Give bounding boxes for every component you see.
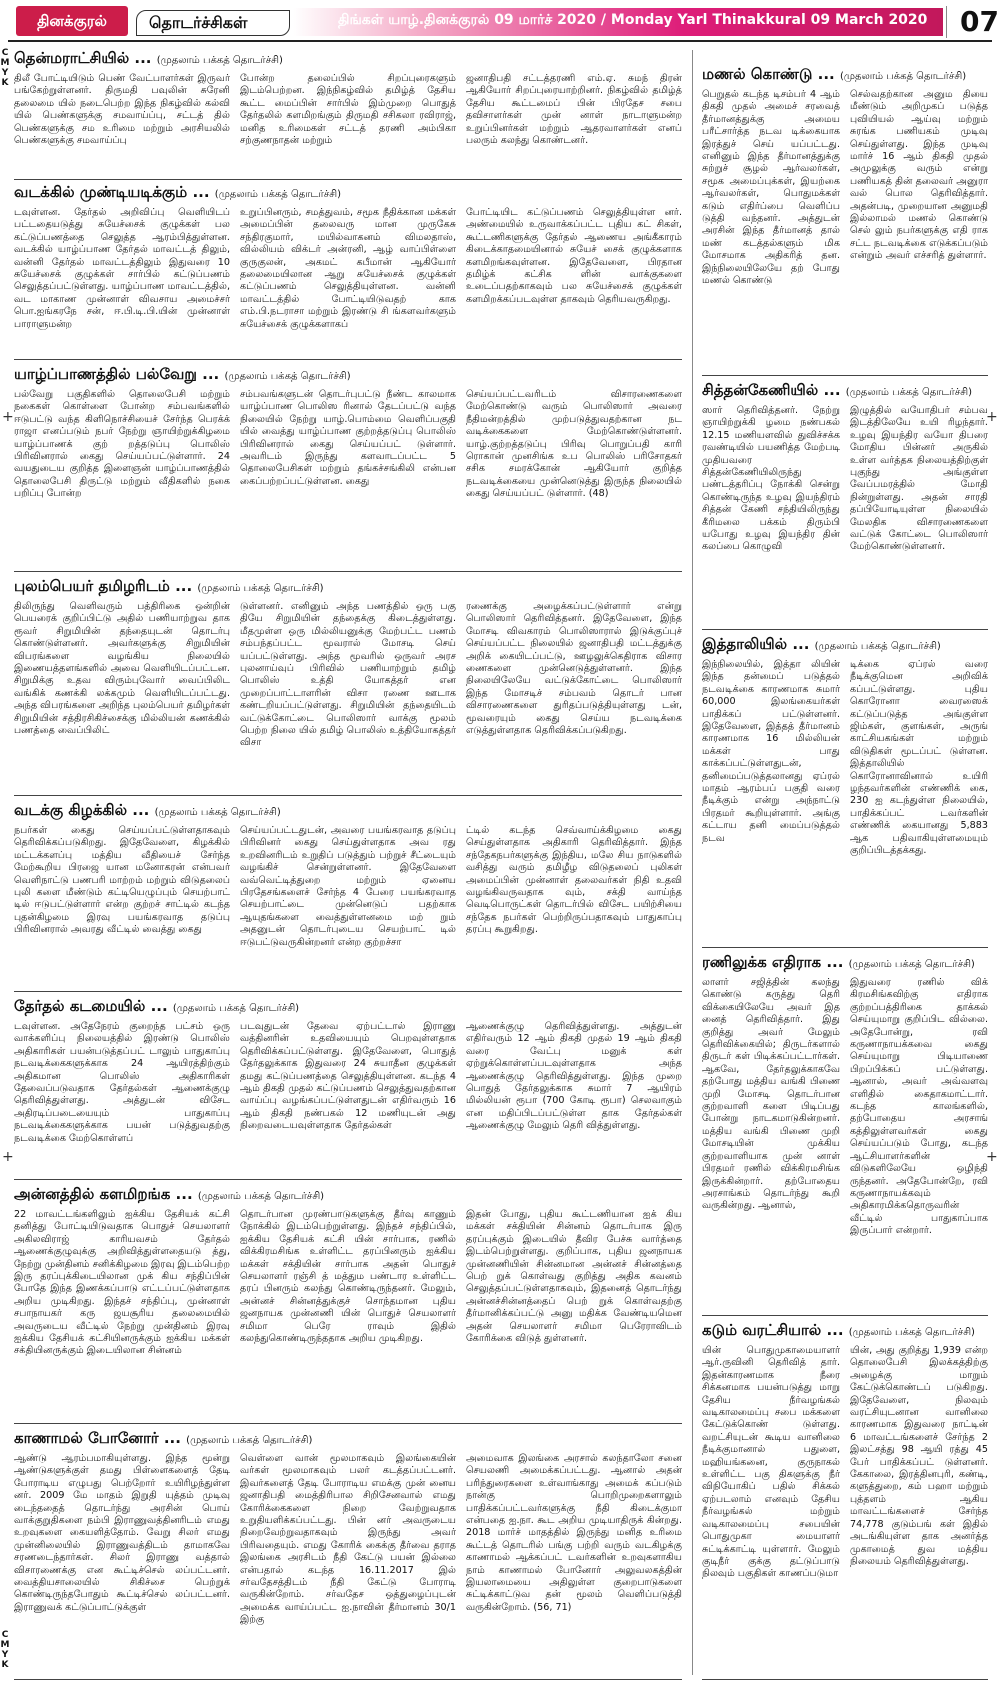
- article: [702, 632, 988, 946]
- headline-text: தென்மராட்சியில் ...: [14, 49, 152, 67]
- article-headline: [14, 180, 682, 207]
- article-column: வெள்ளை வான் மூலமாகவும் இலங்கையின் வர்கள் மூலமாகவும் பலர் கடத்தப்பட்டனர். இவர்களைத் தேடி போராடிய எமக்கு முன் னைய ஜனாதிபதி மைத்திரிபால சிறிசேனவால் எமது கோரிக்கைகளை நிறை வேற்றுவதாக உறுதியளிக்கப்பட்டது. பின் னர் அவருடைய நிறைவேற்றுவதாகவும் இருந்து அவர் பிரிவதையும். எமது கோரிக் கைக்கு தீர்வை தராத இலங்கை அரசிடம் நீதி கேட்டு பயன் இல்லை என்பதால் கடந்த 16.11.2017 இல் சர்வதேசத்திடம் நீதி கேட்டு போராடி வருகின்றோம். சர்வதேச ஒத்துழைப்புடன் அமைக்க வாய்ப்பட்ட ஐ.நாவின் தீர்மானம் 30/1 இற்கு: [240, 1453, 456, 1626]
- article-column: அமைவாக இலங்கை அரசால் கலந்தாலோ சனை செயலணி அமைக்கப்பட்டது. ஆனால் அதன் பரிந்துரைகளை உள்வாங்காது அமைக் கப்படும் நான்கு பொறிமுறைகளாலும் பாதிக்கப்பட்டவர்களுக்கு நீதி கிடைக்குமா என்பதை ஐ.நா. கூட அறிய முடியாதிருக் கின்றது. 2018 மார்ச் மாதத்தில் இருந்து மனித உரிமை கூட்டத் தொடரில் பங்கு பற்றி வரும் வடகிழக்கு காணாமல் ஆக்கப்பட் டவர்களின் உறவுகளாகிய நாம் காணாமல் போனோர் அலுவலகத்தின் இயலாமையை அதிலுள்ள குறைபாடுகளை சுட்டிக்காட்டுவ தன் மூலம் வெளிப்படுத்தி வருகின்றோம். (56, 71): [466, 1453, 682, 1613]
- article-headline: [14, 1182, 682, 1209]
- cmyk-mark-top: CMYK: [0, 48, 10, 88]
- continuation-label: (முதலாம் பக்கத் தொடர்ச்சி): [154, 807, 281, 818]
- article-column: டுள்ளனர். எனினும் அந்த பணத்தில் ஒரு பகு தியே சிறுமியின் தந்தைக்கு கிடைத்துள்ளது. மீதமுள்ள ஒரு மில்லியனுக்கு மேற்பட்ட பணம் சம்பந்தப்பட்ட மூவரால் மோசடி செய் யப்பட்டுள்ளது. அந்த மூவரில் ஒருவர் அரச புலனாய்வுப் பிரிவில் பணியாற்றும் தமிழ் பொலிஸ் உத்தி யோகத்தர் என முறைப்பாட்டாளரின் விசா ரணை ஊடாக கண்டறியப்பட்டுள்ளது. சிறுமியின் தந்தையிடம் வட்டுக்கோட்டை பொலிஸார் வாக்கு மூலம் பெற்ற நிலை யில் தமிழ் பொலிஸ் உத்தியோகத்தர் விசா: [240, 601, 456, 749]
- masthead: [8, 5, 999, 42]
- article-column: சம்பவங்களுடன் தொடர்புபட்டு நீண்ட காலமாக யாழ்ப்பாண பொலிஸ ரினால் தேடப்பட்டு வந்த நிலையில் நேற்று யாழ்.பொம்மை வெளிப்பகுதி யில் வைத்து யாழ்ப்பாண குற்றத்தடுப்பு பொலிஸ் பிரிவினரால் கைது செய்யப்பட் டுள்ளார். அவரிடம் இருந்து களவாடப்பட்ட 5 தொலைபேசிகள் மற்றும் தங்கச்சங்கிலி என்பன கைப்பற்றப்பட்டுள்ளன. கைது: [240, 389, 456, 487]
- article: [14, 180, 682, 358]
- headline-text: ரணிலுக்க எதிராக ...: [702, 953, 844, 971]
- article-headline: [702, 378, 988, 405]
- article: [702, 1318, 988, 1678]
- article: [14, 46, 682, 178]
- article-column: பல்வேறு பகுதிகளில் தொலைபேசி மற்றும் நகைகள் கொள்ளை போன்ற சம்பவங்களில் ஈடுபட்டு வந்த கிளிநொச்சியைச் சேர்ந்த பெரக்க் ராஜா எனப்படும் நபர் நேற்று ஞாயிற்றுக்கிழமை யாழ்ப்பாணக் குற் றத்தடுப்பு பொலிஸ் பிரிவினரால் கைது செய்யப்பட்டுள்ளார். 24 வயதுடைய குறித்த இளைஞன் யாழ்ப்பாணத்தில் தொலைபேசி திருட்டு மற்றும் வீதிகளில் நகை பறிப்பு போன்ற: [14, 389, 230, 500]
- headline-text: யாழ்ப்பாணத்தில் பல்வேறு ...: [14, 365, 220, 383]
- article-divider: [702, 1315, 988, 1316]
- article-column: செய்யப்பட்டதுடன், அவரை பயங்கரவாத தடுப்பு பிரிவினர் கைது செய்துள்ளதாக அவ ரது உறவினரிடம் உறுதிப் படுத்தும் பற்றுச் சீட்டையும் வழங்கிச் சென்றுள்ளனர். இதேவேளை வவ்வெட்டித்துறை மற்றும் ஏனைய பிரதேசங்களைச் சேர்ந்த 4 பேரை பயங்கரவாத செயற்பாட்டை முன்னெடுப் பதற்காக ஆயுதங்களை வைத்துள்ளனமை மற் றும் அதனுடன் தொடர்புடைய செயற்பாட் டில் ஈடுபட்டுவருகின்றனர் என்ற குற்றச்சா: [240, 825, 456, 948]
- continuation-label: (முதலாம் பக்கத் தொடர்ச்சி): [197, 583, 324, 594]
- article: [14, 798, 682, 990]
- article-headline: [702, 62, 988, 89]
- headline-text: சித்தன்கேணியில் ...: [702, 381, 841, 399]
- headline-text: வடக்கில் முண்டியடிக்கும் ...: [14, 183, 210, 201]
- article-divider: [14, 1423, 682, 1424]
- article-column: இதுவரை ரணில் விக் கிரமசிங்கவிற்கு எதிராக குற்றப்பத்திரிகை தாக்கல் செய்யுமாறு குறிப்பிட வில்லை. அதேபோன்று, ரவி கருணாநாயக்கவை கைது செய்யுமாறு பிடியாணை பிறப்பிக்கப் பட்டுள்ளது. ஆனால், அவர் அவ்வளவு எளிதில் கைதாகமாட்டார். கடந்த காலங்களில், தற்போதைய அரசாங் கத்திலுள்ளவர்கள் கைது செய்யப்படும் போது, கடந்த ஆட்சியாளர்களின் விடுகளிலேயே ஒழிந்தி ருந்தனர். அதேபோன்றே, ரவி கருணாநாயக்கவும் அதிகாரமிக்கதொருவரின் வீட்டில் பாதுகாப்பாக இருப்பார் என்றார்.: [850, 977, 988, 1237]
- continuation-label: (முதலாம் பக்கத் தொடர்ச்சி): [214, 189, 341, 200]
- article-column: தொடர்பான முரண்பாடுகளுக்கு தீர்வு காணும் நோக்கில் இடம்பெற்றுள்ளது. இந்தச் சந்திப்பில், ஐக்கிய தேசியக் கட்சி யின் சார்பாக, ரணில் விக்கிரமசிங்க உள்ளிட்ட தரப்பினரும் ஐக்கிய மக்கள் சக்தியின் சார்பாக அதன் பொதுச் செயலாளர் ரஞ்சி த் மத்தும பண்டார உள்ளிட்ட தரப் பினரும் கலந்து கொண்டிருந்தனர். மேலும், அன்னச் சின்னத்துக்குச் சொந்தமான புதிய ஜனநாயக முன்னணி யின் பொதுச் செயலாளர் சமிமா பெரே ராவும் இதில் கலந்துகொண்டிருந்ததாக அறிய முடிகிறது.: [240, 1209, 456, 1345]
- headline-text: அன்னத்தில் களமிறங்க ...: [14, 1185, 193, 1203]
- article: [702, 378, 988, 628]
- headline-text: கடும் வரட்சியால் ...: [702, 1321, 844, 1339]
- article-divider: [14, 1179, 682, 1180]
- article-column: ரணைக்கு அழைக்கப்பட்டுள்ளார் என்று பொலிஸார் தெரிவித்தனர். இதேவேளை, இந்த மோசடி விவகாரம் பொலிஸாரால் இடுக்குப்புச் செய்யப்பட்ட நிலையில் ஜனாதிபதி மட்டத்துக்கு அறிக் கையிடப்பட்டு, ஊழலுக்கெதிராக விசார ணைகளை முன்னெடுத்துள்ளனர். இந்த நிலையிலேயே வட்டுக்கோட்டை பொலிஸார் இந்த மோசடிச் சம்பவம் தொடர் பான விசாரணைகளை துரிதப்படுத்தியுள்ளது டன், மூவரையும் கைது செய்ய நடவடிக்கை எடுத்துள்ளதாக தெரிவிக்கப்படுகிறது.: [466, 601, 682, 737]
- article-divider: [14, 1679, 682, 1680]
- section-title: தொடர்ச்சிகள்: [136, 10, 290, 36]
- headline-text: இத்தாலியில் ...: [702, 635, 810, 653]
- continuation-label: (முதலாம் பக்கத் தொடர்ச்சி): [814, 641, 941, 652]
- newspaper-logo: தினக்குரல்: [16, 6, 128, 36]
- article-divider: [14, 991, 682, 992]
- headline-text: காணாமல் போனோர் ...: [14, 1429, 181, 1447]
- article-divider: [702, 947, 988, 948]
- article-divider: [702, 375, 988, 376]
- article-column: டவுள்ளன. தேர்தல் அறிவிப்பு வெளியிடப் பட்டதையடுத்து சுயேச்சைக் குழுக்கள் பல கட்டுப்பணத்தை செலுத்த ஆரம்பித்துள்ளன. வடக்கில் யாழ்ப்பாண தேர்தல் மாவட்டத் திலும், வன்னி தேர்தல் மாவட்டத்திலும் இதுவரை 10 சுயேச்சைக் குழுக்கள் சார்பில் கட்டுப்பணம் செலுத்தப்பட்டுள்ளது. யாழ்ப்பாண மாவட்டத்தில், வட மாகாண முன்னாள் விவசாய அமைச்சர் பொ.ஐங்கரநே சன், ஈ.பி.டி.பி.யின் முன்னாள் பாராளுமன்ற: [14, 207, 230, 330]
- article-column: உறுப்பினரும், சமத்துவம், சமூக நீதிக்கான மக்கள் அமைப்பின் தலைவரு மான முருகேசு சந்திரகுமார், மயில்வாகனம் விமலதாஸ், வில்லியம் விக்டர் அன்ரனி, ஆழ் வாப்பிள்ளை குருகுலன், அகமட் கபீமான் ஆகியோர் தலைமையிலான ஆறு சுயேச்சைக் குழுக்கள் கட்டுப்பணம் செலுத்தியுள்ளன. வன்னி மாவட்டத்தில் போட்டியிடுவதற் காக எம்.பி.நடராசா மற்றும் இரண்டு சி ங்களவர்களும் சுயேச்சைக் குழுக்களாகப்: [240, 207, 456, 330]
- article-column: 22 மாவட்டங்களிலும் ஐக்கிய தேசியக் கட்சி தனித்து போட்டியிடுவதாக பொதுச் செயலாளர் அகிலவிராஜ் காரியவசம் தேர்தல் ஆணைக்குழுவுக்கு அறிவித்துள்ளதையடு த்து, நேற்று முன்தினம் சனிக்கிழமை இரவு இடம்பெற்ற இரு தரப்புக்கிடையிலான முக் கிய சந்திப்பின் போதே இந்த இணக்கப்பாடு எட்டப்பட்டுள்ளதாக அறிய முடிகிறது. இந்தச் சந்திப்பு, முன்னாள் சபாநாயகர் கரு ஜயசூரிய தலைமையில் அவருடைய வீட்டில் நேற்று முன்தினம் இரவு ஐக்கிய தேசியக் கட்சியினருக்கும் ஐக்கிய மக்கள் சக்தியினருக்கும் இடையிலான சின்னம்: [14, 1209, 230, 1357]
- continuation-label: (முதலாம் பக்கத் தொடர்ச்சி): [156, 55, 283, 66]
- page-number: 07: [946, 6, 1000, 38]
- article: [14, 1426, 682, 1678]
- article-column: பெறுதல் கடந்த டிசம்பர் 4 ஆம் திகதி முதல் அமைச் சரவைத் தீர்மானத்துக்கு அமைய பரீட்சார்த்த நடவ டிக்கையாக இரத்துச் செய் யப்பட்டது. எனினும் இந்த தீர்மானத்துக்கு சுற்றுச் சூழல் ஆர்வலர்கள், சமூக அமைப்புக்கள், இயற்கை ஆர்வலர்கள், பொதுமக்கள் கடும் எதிர்ப்பை வெளிப்ப டுத்தி வந்தனர். அத்துடன் அரசின் இந்த தீர்மானத் தால் மண் கடத்தல்களும் மிக மோசமாக அதிகரித் தன. இந்நிலையிலேயே தற் போது மணல் கொண்டு: [702, 89, 840, 287]
- article-column: லாளர் சஜித்தின் கலந்து கொண்டு கருத்து தெரி விக்கையிலேயே அவர் இத னைத் தெரிவித்தார். இது குறித்து அவர் மேலும் தெரிவிக்கையில்; திருடர்களால் திருடர் கள் பிடிக்கப்பட்டார்கள். ஆகவே, தேர்தலுக்காகவே தற்போது மத்திய வங்கி பிணை முறி மோசடி தொடர்பான குற்றவாளி களை பிடிப்பது போன்று நாடகமாடுகின்றனர். மத்திய வங்கி பிணை முறி மோசடியின் முக்கிய குற்றவாளியாக முன் னாள் பிரதமர் ரணில் விக்கிரமசிங்க இருக்கின்றார். தற்போதைய அரசாங்கம் தொடர்ந்து கூறி வருகின்றது. ஆனால்,: [702, 977, 840, 1212]
- article-column: இழுத்தில் வயோதிபர் சம்பவ இடத்திலேயே உயி ரிழந்தார். உழவு இயந்திர வயோ திபரை மோதிய பின்னர் அருகில் உள்ள வர்த்தக நிலையத்திற்குள் புகுந்து அங்குள்ள வேப்பமரத்தில் மோதி நின்றுள்ளது. அதன் சாரதி தப்பியோடியுள்ள நிலையில் மேலதிக விசாரணைகளை வட்டுக் கோட்டை பொலிஸார் மேற்கொண்டுள்ளனர்.: [850, 405, 988, 553]
- article-column: நபர்கள் கைது செய்யப்பட்டுள்ளதாகவும் தெரிவிக்கப்படுகிறது. இதேவேளை, கிழக்கில் மட்டக்களப்பு மத்திய வீதியைச் சேர்ந்த மேற்கூறிய பிரஜை யான மனோகரன் என்பவர் வெளிநாட்டு பணபரி மாற்றம் மற்றும் விடுதலைப் புலி களை மீண்டும் கட்டியெழுப்பும் செயற்பாட் டில் ஈடுபட்டுள்ளார் என்ற குற்றச் சாட்டில் கடந்த புதன்கிழமை இரவு பயங்கரவாத தடுப்பு பிரிவினரால் அவரது வீட்டில் வைத்து கைது: [14, 825, 230, 936]
- continuation-label: (முதலாம் பக்கத் தொடர்ச்சி): [845, 387, 972, 398]
- article-column: யின், அது குறித்து 1,939 என்ற தொலைபேசி இலக்கத்திற்கு அழைக்கு மாறும் கேட்டுக்கொண்டப் படுகிறது. இதேவேளை, நிலவும் வரட்சியுடனான வானிலை காரணமாக இதுவரை நாட்டின் 6 மாவட்டங்களைச் சேர்ந்த 2 இலட்சத்து 98 ஆயி ரத்து 45 பேர் பாதிக்கப்பட் டுள்ளனர். கேகாலை, இரத்தினபுரி, கண்டி, களுத்துறை, கம் பஹா மற்றும் புத்தளம் ஆகிய மாவட்டங்களைச் சேர்ந்த 74,778 குடும்பங் கள் இதில் அடங்கியுள்ள தாக அனர்த்த முகாமைத் துவ மத்திய நிலையம் தெரிவித்துள்ளது.: [850, 1345, 988, 1567]
- registration-mark-icon: +: [986, 409, 998, 425]
- article-divider: [702, 1679, 988, 1680]
- article-column: இந்நிலையில், இத்தா லியின் இந்த தன்மைப் படுத்தல் நடவடிக்கை காரணமாக சுமார் 60,000 இலங்கையர்கள் பாதிக்கப் பட்டுள்ளனர். இதேவேளை, இத்தத் தீர்மானம் காரணமாக 16 மில்லியன் மக்கள் பாது காக்கப்பட்டுள்ளதுடன், தனிமைப்படுத்தலானது ஏப்ரல் மாதம் ஆரம்பப் பகுதி வரை நீடிக்கும் என்று அந்நாட்டு பிரதமர் கூறியுள்ளார். அங்கு கட்டாய தனி மைப்படுத்தல் நடவ: [702, 659, 840, 844]
- article-divider: [14, 359, 682, 360]
- article-column: செல்வதற்கான அனும தியை மீண்டும் அறிமுகப் படுத்த புவியியல் ஆய்வு மற்றும் சுரங்க பணியகம் முடிவு செய்துள்ளது. இந்த முடிவு மார்ச் 16 ஆம் திகதி முதல் அமுலுக்கு வரும் என்று பணியகத் தின் தலைவர் அனுரா வல் பொல தெரிவித்தார். அதன்படி, முறையான அனுமதி இல்லாமல் மணல் கொண்டு செல் லும் நபர்களுக்கு எதி ராக சட்ட நடவடிக்கை எடுக்கப்படும் என்றும் அவர் எச்சரித் துள்ளார்.: [850, 89, 988, 262]
- dateline: திங்கள் யாழ்.தினக்குரல் 09 மார்ச் 2020 / Monday Yarl Thinakkural 09 March 2020: [338, 12, 928, 28]
- article-column: டவுள்ளன. அதேநேரம் குறைந்த பட்சம் ஒரு வாக்களிப்பு நிலையத்தில் இரண்டு பொலிஸ் அதிகாரிகள் பயன்படுத்தப்பட் டாலும் பாதுகாப்பு நடவடிக்கைகளுக்காக 24 ஆயிரத்திற்கும் அதிகமான பொலிஸ் அதிகாரிகள் தேவைப்படுவதாக தேர்தல்கள் ஆணைக்குழு தெரிவித்துள்ளது. அத்துடன் விசேட அதிரடிப்படையையும் பாதுகாப்பு நடவடிக்கைகளுக்காக பயன் படுத்துவதற்கு நடவடிக்கை மேற்கொள்ளப்: [14, 1021, 230, 1144]
- article-column: ட்டில் கடந்த செவ்வாய்க்கிழமை கைது செய்துள்ளதாக அதிகாரி தெரிவித்தார். இந்த சந்தேகநபர்களுக்கு இந்திய, மலே சிய நாடுகளில் வசித்து வரும் தமிழீழ விடுதலைப் புலிகள் அமைப்பின் முன்னாள் தலைவர்கள் நிதி உதவி வழங்கிவருவதாக வும், சக்தி வாய்ந்த வெடிபொருட்கள் தொடர்பில் விசேட பயிற்சியை சந்தேக நபர்கள் பெற்றிருப்பதாகவும் பாதுகாப்பு தரப்பு கூறுகிறது.: [466, 825, 682, 936]
- article-column: இதன் போது, புதிய கூட்டணியான ஐக் கிய மக்கள் சக்தியின் சின்னம் தொடர்பாக இரு தரப்புக்கும் இடையில் தீவிர பேச்சு வார்த்தை இடம்பெற்றுள்ளது. குறிப்பாக, புதிய ஜனநாயக முன்னணியின் சின்னமான அன்னச் சின்னத்தை பெற் றுக் கொள்வது குறித்து அதிக கவனம் செலுத்தப்பட்டுள்ளதாகவும், இதனைத் தொடர்ந்து அன்னச்சின்னத்தைப் பெற் றுக் கொள்வதற்கு தீர்மானிக்கப்பட்டு அனு மதிக்க வேண்டியமென அதன் செயலாளர் சமிமா பெரேராவிடம் கோரிக்கை விடுத் துள்ளனர்.: [466, 1209, 682, 1345]
- article-divider: [14, 795, 682, 796]
- article-divider: [14, 571, 682, 572]
- article-divider: [702, 629, 988, 630]
- article: [14, 994, 682, 1178]
- continuation-label: (முதலாம் பக்கத் தொடர்ச்சி): [197, 1191, 325, 1202]
- continuation-label: (முதலாம் பக்கத் தொடர்ச்சி): [172, 1003, 300, 1014]
- continuation-label: (முதலாம் பக்கத் தொடர்ச்சி): [224, 371, 351, 382]
- continuation-label: (முதலாம் பக்கத் தொடர்ச்சி): [839, 71, 967, 82]
- headline-text: வடக்கு கிழக்கில் ...: [14, 801, 150, 819]
- header-rule: [8, 40, 992, 42]
- article-column: ஸார் தெரிவித்தனர். நேற்று ஞாயிற்றுக்கி ழமை நண்பகல் 12.15 மணியளவில் துவிச்சக்க ரவண்டியில் பயணித்த மேற்படி முதியவரை சித்தன்கேணியிலிருந்து பண்டத்தரிப்பு நோக்கி சென்று கொண்டிருந்த உழவு இயந்திரம் சித்தன் கேணி சந்தியிலிருந்து கீரிமலை பக்கம் திரும்பி யபோது உழவு இயந்திர தின் கலப்பை கொழுவி: [702, 405, 840, 553]
- article-column: யின் பொதுமுகாமையாளர் ஆர்.ருவினி தெரிவித் தார். இதன்காரணமாக நீரை சிக்கனமாக பயன்படுத்து மாறு தேசிய நீர்வழங்கல் வடிகாலமைப்பு சபை மக்களை கேட்டுக்கொண் டுள்ளது. வறட்சியுடன் கூடிய வானிலை நீடிக்குமானால் பதுளை, மஹியங்கனை, குருநாகல் உள்ளிட்ட பகு திகளுக்கு நீர் விநியோகிப் பதில் சிக்கல் ஏற்படலாம் எனவும் தேசிய நீர்வழங்கல் மற்றும் வடிகாலமைப்பு சபையின் பொதுமுகா மையாளர் சுட்டிக்காட்டி யுள்ளார். மேலும் குடிநீர் குக்கு தட்டுப்பாடு நிலவும் பகுதிகள் காணப்படுமா: [702, 1345, 840, 1580]
- article: [14, 1182, 682, 1422]
- article-headline: [14, 46, 682, 73]
- article-column: செய்யப்பட்டவரிடம் விசாரணைகளை மேற்கொண்டு வரும் பொலிஸார் அவரை நீதிமன்றத்தில் முற்படுத்துவதற்கான நட வடிக்கைகளை மேற்கொண்டுள்ளனர். யாழ்.குற்றத்தடுப்பு பிரிவு பொறுப்பதி காரி ரொகான் முனசிங்க உப பொலிஸ் பரிசோதகர் சசிக சமரக்கோன் ஆகியோர் குறித்த நடவடிக்கையை முன்னெடுத்து இருந்த நிலையில் கைது செய்யப்பட் டுள்ளார். (48): [466, 389, 682, 500]
- registration-mark-icon: +: [2, 1149, 14, 1165]
- headline-text: மணல் கொண்டு ...: [702, 65, 835, 83]
- article-headline: [14, 994, 682, 1021]
- continuation-label: (முதலாம் பக்கத் தொடர்ச்சி): [186, 1435, 313, 1446]
- article: [14, 574, 682, 794]
- article: [14, 362, 682, 570]
- headline-text: புலம்பெயர் தமிழரிடம் ...: [14, 577, 193, 595]
- article-column: திலிருந்து வெளிவரும் பத்திரிகை ஒன்றின் பெயரைக் குறிப்பிட்டு அதில் பணியாற்றுவ தாக ரூவர் சிறுமியின் தந்தையுடன் தொடர்பு கொண்டுள்ளனர். அவர்களுக்கு சிறுமியின் விபரங்களை வழங்கிய நிலையில் இணையத்தளங்களில் அவை வெளியிடப்பட்டன. சிறுமிக்கு உதவ விரும்புவோர் வைப்பிலிட வங்கிக் கணக்கி லக்கமும் வெளியிடப்பட்டது. அந்த விபரங்களை அறிந்த புலம்பெயர் தமிழர்கள் சிறுமியின் சத்திரசிகிச்சைக்கு மில்லியன் கணக்கில் பணத்தை வைப்பிலிட்: [14, 601, 230, 737]
- headline-text: தேர்தல் கடமையில் ...: [14, 997, 168, 1015]
- registration-mark-icon: +: [986, 1149, 998, 1165]
- registration-mark-icon: +: [2, 409, 14, 425]
- article-column: படவுதுடன் தேவை ஏற்பட்டால் இராணு வத்தினரின் உதவியையும் பெறவுள்ளதாக தெரிவிக்கப்பட்டுள்ளது. இதேவேளை, பொதுத் தேர்தலுக்காக இதுவரை 24 சுயாதீன குழுக்கள் தமது கட்டுப்பணத்தை செலுத்தியுள்ளன. கடந்த 4 ஆம் திகதி முதல் கட்டுப்பணம் செலுத்துவதற்கான வாய்ப்பு வழங்கப்பட்டுள்ளதுடன் எதிர்வரும் 16 ஆம் திகதி நண்பகல் 12 மணியுடன் அது நிறைவடையவுள்ளதாக தேர்தல்கள்: [240, 1021, 456, 1132]
- article: [702, 62, 988, 374]
- continuation-label: (முதலாம் பக்கத் தொடர்ச்சி): [848, 959, 975, 970]
- article-column: ஆண்டு ஆரம்பமாகியுள்ளது. இந்த மூன்று ஆண்டுகளுக்குள் தமது பிள்ளைகளைத் தேடி போராடிய எழுபது பெற்றோர் உயிரிழந்துள்ள னர். 2009 மே மாதம் இறுதி யுத்தம் முடிவு டைந்ததைத் தொடர்ந்து அரசின் பொய் வாக்குறுதிகளை நம்பி இராணுவத்தினரிடம் எமது உறவுகளை கையளித்தோம். வேறு சிலர் எமது முன்னிலையில் இராணுவத்திடம் தாமாகவே சரணடைந்தார்கள். சிலர் இராணு வத்தால் விசாரணைக்கு என கூட்டிச்செல் லப்பட்டனர். வைத்தியசாலையில் சிகிச்சை பெற்றுக் கொண்டிருந்தபோதும் கூட்டிச்செல் லப்பட்டனர். இராணுவக் கட்டுப்பாட்டுக்குள்: [14, 1453, 230, 1613]
- article-headline: [702, 632, 988, 659]
- cmyk-mark-bottom: CMYK: [0, 1630, 10, 1670]
- article-headline: [14, 574, 682, 601]
- article-headline: [14, 1426, 682, 1453]
- article-column: போட்டியிட கட்டுப்பணம் செலுத்தியுள்ள னர். அண்மையில் உருவாக்கப்பட்ட புதிய கட் சிகள், கூட்டணிகளுக்கு தேர்தல் ஆணைய அங்கீகாரம் கிடைக்காதமையினால் சுயேச் சைக் குழுக்களாக களமிறங்கவுள்ளன. இதேவேளை, பிரதான தமிழ்க் கட்சிக ளின் வாக்குகளை உடைப்பதற்காகவும் பல சுயேச்சைக் குழுக்கள் களமிறக்கப்படவுள்ள தாகவும் தெரியவருகிறது.: [466, 207, 682, 305]
- article-headline: [702, 950, 988, 977]
- article-column: டிக்கை ஏப்ரல் வரை நீடிக்குமென அறிவிக் கப்பட்டுள்ளது. புதிய கொரோனா வைரஸைக் கட்டுப்படுத்த அங்குள்ள ஜிம்கள், குளங்கள், அருங் காட்சியகங்கள் மற்றும் விடுதிகள் மூடப்பட் டுள்ளன. இத்தாலியில் கொரோனாவினால் உயிரி ழந்தவர்களின் எண்ணிக் கை, 230 ஐ கடந்துள்ள நிலையில், பாதிக்கப்பட் டவர்களின் எண்ணிக் கையானது 5,883 ஆக பதிவாகியுள்ளமையும் குறிப்பிடத்தக்கது.: [850, 659, 988, 857]
- column-divider: [692, 50, 693, 1675]
- article-headline: [702, 1318, 988, 1345]
- article-headline: [14, 362, 682, 389]
- article: [702, 950, 988, 1314]
- article-column: ஜனாதிபதி சட்டத்தரணி எம்.ஏ. சுமந் திரன் ஆகியோர் சிறப்புரையாற்றினர். நிகழ்வில் தமிழ்த் தேசிய கூட்டமைப் பின் பிரதேச சபை தவிசாளர்கள் முன் னாள் நாடாளுமன்ற உறுப்பினர்கள் மற்றும் ஆதரவாளர்கள் எனப் பலரும் கலந்து கொண்டனர்.: [466, 73, 682, 147]
- article-column: போன்ற தலைப்பில் சிறப்புரைகளும் இடம்பெற்றன. இந்நிகழ்வில் தமிழ்த் தேசிய கூட்ட மைப்பின் சார்பில் இம்முறை பொதுத் தேர்தலில் களமிறங்கும் திருமதி சசிகலா ரவிராஜ், மனித உரிமைகள் சட்டத் தரணி அம்பிகா சற்குணநாதன் மற்றும்: [240, 73, 456, 147]
- article-column: ஆணைக்குழு தெரிவித்துள்ளது. அத்துடன் எதிர்வரும் 12 ஆம் திகதி முதல் 19 ஆம் திகதி வரை வேட்பு மனுக் கள் ஏற்றுக்கொள்ளப்படவுள்ளதாக அந்த ஆணைக்குழு தெரிவித்துள்ளது. இந்த முறை பொதுத் தேர்தலுக்காக சுமார் 7 ஆயிரம் மில்லியன் ரூபா (700 கோடி ரூபா) செலவாகும் என மதிப்பிடப்பட்டுள்ள தாக தேர்தல்கள் ஆணைக்குழு மேலும் தெரி வித்துள்ளது.: [466, 1021, 682, 1132]
- article-headline: [14, 798, 682, 825]
- continuation-label: (முதலாம் பக்கத் தொடர்ச்சி): [848, 1327, 975, 1338]
- article-column: திலீ போட்டியிடும் பெண் வேட்பாளர்கள் இருவர் பங்கேற்றுள்ளனர். திருமதி பவுலின் சுரேனி தலைமை யில் நடைபெற்ற இந்த நிகழ்வில் கல்வி யில் பெண்களுக்கு சமவாய்ப்பு, சட்டத் தில் பெண்களுக்கு சம உரிமை மற்றும் அரசியலில் பெண்களுக்கு சமவாய்ப்பு: [14, 73, 230, 147]
